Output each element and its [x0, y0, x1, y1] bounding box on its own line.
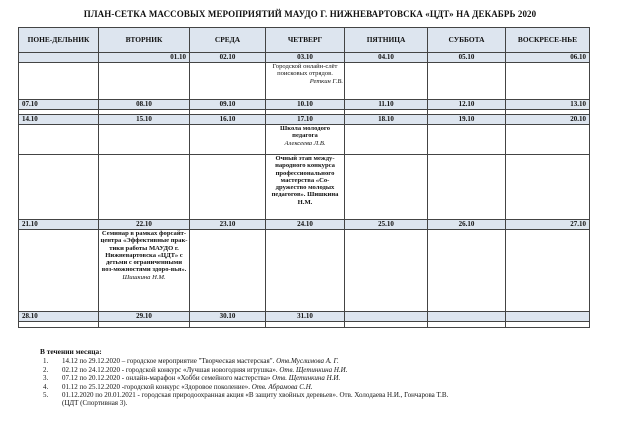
event-cell: [19, 63, 99, 100]
date-cell: 14.10: [19, 115, 99, 125]
item-number: 2.: [43, 365, 49, 374]
list-item: [40, 357, 610, 365]
item-description: 07.12 по 20.12.2020 - онлайн-марафон «Хобби семейного мастерства»: [62, 374, 271, 383]
date-cell: 18.10: [345, 115, 428, 125]
event-cell: [266, 322, 345, 328]
event-cell: [19, 230, 99, 312]
date-cell: 04.10: [345, 53, 428, 63]
date-cell: 15.10: [99, 115, 190, 125]
date-cell: 27.10: [506, 220, 590, 230]
header-thursday: ЧЕТВЕРГ: [266, 28, 345, 53]
date-row: [19, 115, 590, 125]
header-tuesday: ВТОРНИК: [99, 28, 190, 53]
event-cell: [345, 322, 428, 328]
list-item: [40, 383, 610, 391]
item-number: 4.: [43, 382, 49, 391]
event-cell: [428, 63, 506, 100]
event-cell: [266, 63, 345, 100]
monthly-notes: [40, 348, 610, 408]
date-cell: 31.10: [266, 312, 345, 322]
date-cell: 25.10: [345, 220, 428, 230]
event-row: [19, 230, 590, 312]
event-cell: [266, 155, 345, 220]
item-number: 1.: [43, 357, 49, 366]
date-cell: 24.10: [266, 220, 345, 230]
date-cell: 20.10: [506, 115, 590, 125]
page-title: ПЛАН-СЕТКА МАССОВЫХ МЕРОПРИЯТИЙ МАУДО Г. НИЖНЕВАРТОВСКА «ЦДТ» НА ДЕКАБРЬ 2020: [83, 9, 537, 19]
event-row: [19, 322, 590, 328]
event-cell: [99, 155, 190, 220]
date-cell: 10.10: [266, 100, 345, 110]
event-young-teacher-school: [267, 125, 343, 147]
date-cell: 11.10: [345, 100, 428, 110]
event-cell: [428, 230, 506, 312]
item-description: 14.12 по 29.12.2020 – городское мероприятие "Творческая мастерская".: [62, 357, 275, 366]
date-cell: 13.10: [506, 100, 590, 110]
date-cell: 30.10: [190, 312, 266, 322]
date-cell: 23.10: [190, 220, 266, 230]
item-description: 01.12 по 25.12.2020 -городской конкурс «Здоровое поколение».: [62, 382, 250, 391]
date-cell: 12.10: [428, 100, 506, 110]
list-item: [40, 391, 610, 399]
date-cell: 05.10: [428, 53, 506, 63]
item-text: [62, 357, 610, 365]
event-responsible: Шишкина Н.М.: [297, 191, 339, 206]
date-cell: 22.10: [99, 220, 190, 230]
event-title: Школа молодого педагога: [280, 125, 330, 140]
date-cell: 17.10: [266, 115, 345, 125]
item-responsible: Отв. Щетинкина Н.И.: [272, 374, 341, 383]
date-cell: [345, 312, 428, 322]
date-row: [19, 312, 590, 322]
event-responsible: Шишкина Н.М.: [122, 273, 166, 281]
date-cell: 08.10: [99, 100, 190, 110]
notes-heading: В течении месяца:: [40, 347, 102, 356]
event-cell: [190, 155, 266, 220]
date-cell: 06.10: [506, 53, 590, 63]
event-cell: [190, 322, 266, 328]
event-search-rally: [267, 63, 343, 85]
weekday-header-row: [19, 28, 590, 53]
event-cell: [266, 230, 345, 312]
event-cell: [19, 322, 99, 328]
event-cell: [506, 230, 590, 312]
date-cell: 21.10: [19, 220, 99, 230]
event-cell: [506, 322, 590, 328]
date-cell: 02.10: [190, 53, 266, 63]
event-cell: [99, 63, 190, 100]
date-cell: 28.10: [19, 312, 99, 322]
event-cell: [99, 125, 190, 155]
date-cell: [506, 312, 590, 322]
event-row: [19, 155, 590, 220]
event-cell: [266, 125, 345, 155]
item-responsible: Отв. Щетинкина Н.И.: [279, 365, 348, 374]
event-responsible: Реткин Г.В.: [309, 77, 343, 85]
event-cell: [19, 155, 99, 220]
date-cell: 09.10: [190, 100, 266, 110]
event-cell: [345, 63, 428, 100]
item-text: [62, 366, 610, 374]
event-cell: [428, 322, 506, 328]
item-description: 01.12.2020 по 20.01.2021 - городская природоохранная акция «В защиту хвойных деревьев». Отв. Холодаева Н.И., Гончарова Т.В.: [62, 391, 449, 400]
date-cell: 07.10: [19, 100, 99, 110]
event-row: [19, 125, 590, 155]
header-wednesday: СРЕДА: [190, 28, 266, 53]
list-item: [40, 374, 610, 382]
date-row: [19, 100, 590, 110]
event-cell: [19, 125, 99, 155]
header-friday: ПЯТНИЦА: [345, 28, 428, 53]
event-cell: [99, 322, 190, 328]
event-responsible: Алексеева Л.В.: [284, 139, 326, 147]
event-foresight-seminar: [100, 230, 188, 281]
event-cell: [506, 155, 590, 220]
date-cell: 26.10: [428, 220, 506, 230]
date-cell: 16.10: [190, 115, 266, 125]
date-cell: 19.10: [428, 115, 506, 125]
event-cell: [190, 63, 266, 100]
calendar-grid: [18, 27, 590, 328]
event-title: Очный этап между-народного конкурса профессионального мастерства «Со-дружество молодых педагогов».: [271, 155, 335, 199]
date-cell: 01.10: [99, 53, 190, 63]
event-cell: [506, 125, 590, 155]
item-responsible: Отв. Абрамова С.Н.: [251, 382, 313, 391]
event-cell: [345, 125, 428, 155]
event-cell: [190, 125, 266, 155]
event-cell: [428, 155, 506, 220]
event-title: Городской онлайн-слёт поисковых отрядов.: [272, 63, 338, 78]
event-cell: [345, 230, 428, 312]
header-saturday: СУББОТА: [428, 28, 506, 53]
date-row: [19, 53, 590, 63]
date-cell: [428, 312, 506, 322]
event-title: Семинар в рамках форсайт-центра «Эффективные прак-тики работы МАУДО г. Нижневартовска «ЦДТ» с детьми с ограниченными воз-можностями здоро-вья».: [100, 230, 188, 274]
item-number: 5.: [43, 391, 49, 400]
item-continuation: (ЦДТ (Спортивная 3).: [62, 399, 128, 408]
event-cell: [99, 230, 190, 312]
date-cell: 03.10: [266, 53, 345, 63]
event-cell: [428, 125, 506, 155]
date-cell: [19, 53, 99, 63]
item-number: 3.: [43, 374, 49, 383]
date-cell: 29.10: [99, 312, 190, 322]
event-row: [19, 63, 590, 100]
list-item: [40, 366, 610, 374]
date-row: [19, 220, 590, 230]
event-cell: [506, 63, 590, 100]
event-cell: [345, 155, 428, 220]
event-cell: [190, 230, 266, 312]
header-sunday: ВОСКРЕСЕ-НЬЕ: [506, 28, 590, 53]
header-monday: ПОНЕ-ДЕЛЬНИК: [19, 28, 99, 53]
item-description: 02.12 по 24.12.2020 - городской конкурс «Лучшая новогодняя игрушка».: [62, 365, 278, 374]
item-text: [62, 383, 610, 391]
item-responsible: Отв.Муслимова А. Г.: [276, 357, 339, 366]
item-text: [62, 374, 610, 382]
event-commonwealth-contest: [267, 155, 343, 206]
